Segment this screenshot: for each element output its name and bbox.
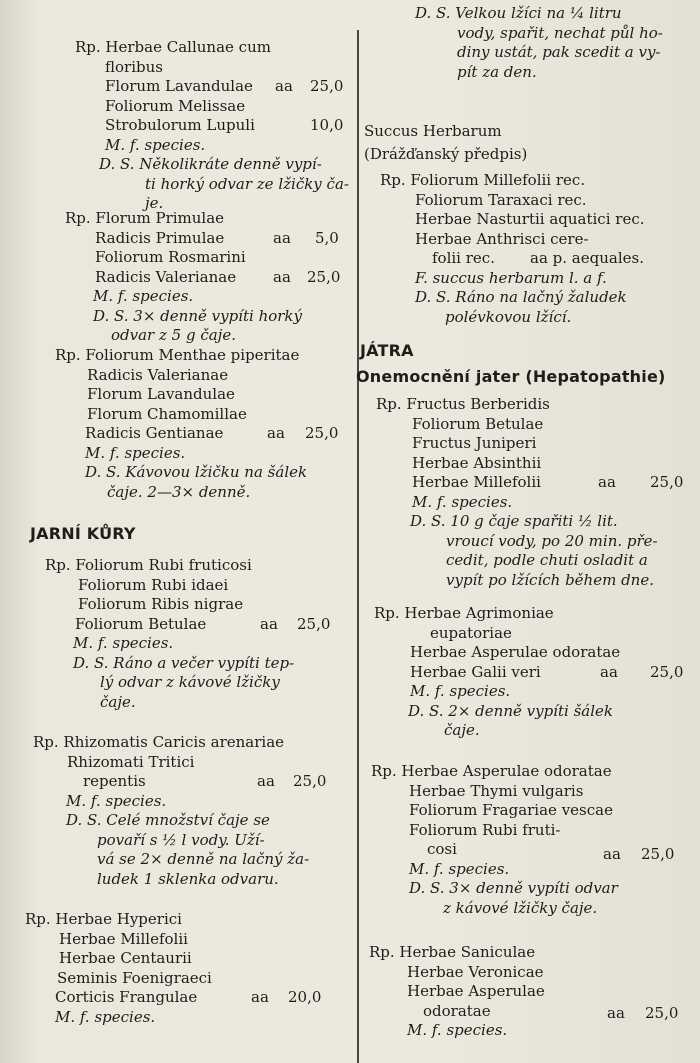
qty-aa: aa (251, 988, 269, 1006)
recipe-line: Strobulorum Lupuli 10,0 (105, 116, 344, 134)
recipe-ds: diny ustát, pak scedit a vy- (457, 43, 661, 61)
recipe-ds: povaří s ½ l vody. Uží- (97, 830, 265, 849)
recipe-ds: D. S. Ráno na lačný žaludek (415, 288, 627, 306)
succus-title: Succus Herbarum (364, 122, 502, 140)
recipe-succus (380, 171, 700, 327)
recipe-line: Herbae Asperulae (407, 982, 545, 1000)
qty-aa: aa (607, 1003, 625, 1022)
recipe-line: odoratae aa 25,0 (423, 1001, 679, 1022)
recipe-continued-ds (415, 4, 700, 82)
recipe-line: Florum Lavandulae (87, 385, 235, 403)
recipe-line: Foliorum Fragariae vescae (409, 801, 613, 819)
recipe-line: cosi aa 25,0 (427, 840, 675, 863)
recipe-line: Rp. Herbae Saniculae (369, 943, 536, 961)
recipe-line: Rp. Herbae Callunae cum (75, 38, 271, 56)
qty-value: 25,0 (650, 473, 684, 491)
recipe-ds: pít za den. (457, 62, 537, 81)
qty-value: 10,0 (310, 116, 344, 134)
qty-aa: aa (603, 845, 621, 863)
qty-aa: aa (273, 228, 291, 247)
recipe-ds: D. S. 3× denně vypíti odvar (409, 879, 618, 897)
recipe-ds: odvar z 5 g čaje. (111, 326, 236, 344)
recipe-line: Rhizomati Tritici (67, 752, 195, 771)
qty-aa: aa p. aequales. (530, 249, 644, 267)
recipe-line: Rp. Foliorum Millefolii rec. (380, 171, 586, 189)
recipe-f: F. succus herbarum l. a f. (415, 268, 607, 287)
recipe-line: Fructus Juniperi (412, 434, 537, 452)
recipe-line: repentis aa 25,0 (83, 772, 327, 790)
recipe-line: Herbae Centaurii (59, 949, 192, 967)
recipe-ds: vroucí vody, po 20 min. pře- (446, 531, 658, 550)
recipe-carex (33, 733, 345, 889)
recipe-berberis (376, 395, 700, 590)
recipe-line: Florum Chamomillae (87, 404, 247, 423)
recipe-ds: D. S. Celé množství čaje se (66, 811, 270, 829)
recipe-line: Foliorum Ribis nigrae (78, 595, 244, 613)
recipe-ds: cedit, podle chuti osladit a (446, 551, 648, 569)
recipe-ds: vá se 2× denně na lačný ža- (97, 850, 310, 868)
recipe-ds: D. S. 2× denně vypíti šálek (408, 701, 613, 720)
recipe-line: Radicis Valerianae (87, 365, 229, 384)
recipe-mf: M. f. species. (407, 1021, 508, 1039)
recipe-mf: M. f. species. (410, 682, 511, 700)
recipe-mf: M. f. species. (409, 859, 510, 878)
recipe-ds: čaje. (444, 721, 480, 739)
recipe-line: Herbae Veronicae (407, 962, 544, 981)
recipe-line: Herbae Galii veri aa 25,0 (410, 662, 684, 681)
recipe-mf: M. f. species. (93, 287, 194, 305)
recipe-heather (75, 38, 349, 214)
recipe-mf: M. f. species. (85, 443, 186, 462)
qty-value: 25,0 (641, 845, 675, 863)
recipe-mf: M. f. species. (412, 492, 513, 511)
recipe-mf: M. f. species. (73, 634, 174, 652)
recipe-mint (55, 346, 345, 502)
recipe-mf: M. f. species. (55, 1007, 156, 1026)
recipe-line: Herbae Absinthii (412, 453, 542, 472)
recipe-line: Rp. Herbae Asperulae odoratae (371, 762, 612, 780)
recipe-line: Rp. Foliorum Menthae piperitae (55, 346, 300, 364)
qty-value: 25,0 (650, 662, 684, 681)
recipe-line: Herbae Asperulae odoratae (410, 643, 621, 661)
recipe-rubus (45, 556, 345, 712)
subheading-liver-diseases: Onemocnění jater (Hepatopathie) (356, 367, 666, 386)
qty-value: 25,0 (305, 424, 339, 442)
recipe-line: Herbae Millefolii (59, 929, 188, 948)
recipe-line: Seminis Foenigraeci (57, 968, 212, 987)
recipe-sanicula (369, 943, 700, 1041)
recipe-line: Herbae Millefolii aa 25,0 (412, 473, 684, 491)
recipe-ds: lý odvar z kávové lžičky (100, 673, 280, 691)
recipe-line: Foliorum Rubi fruti- (409, 820, 561, 839)
recipe-line: eupatoriae (430, 623, 512, 642)
recipe-line: Rp. Fructus Berberidis (376, 395, 550, 413)
recipe-ds: D. S. 3× denně vypíti horký (93, 306, 302, 325)
section-heading-liver: JÁTRA (360, 341, 414, 360)
recipe-line: Rp. Herbae Hyperici (25, 910, 182, 928)
qty-value: 25,0 (307, 267, 341, 286)
qty-value: 25,0 (293, 772, 327, 790)
recipe-ds: D. S. Velkou lžíci na ¼ litru (415, 4, 622, 22)
qty-aa: aa (275, 77, 293, 95)
recipe-ds: D. S. Několikráte denně vypí- (99, 155, 322, 173)
recipe-agrimonia (374, 604, 700, 741)
recipe-line: Foliorum Betulae aa 25,0 (75, 614, 331, 633)
recipe-ds: vody, spařit, nechat půl ho- (457, 23, 663, 42)
recipe-line: Herbae Thymi vulgaris (409, 781, 584, 800)
recipe-ds: ti horký odvar ze lžičky ča- (145, 174, 349, 193)
recipe-line: Radicis Gentianae aa 25,0 (85, 424, 339, 442)
recipe-ds: D. S. Kávovou lžičku na šálek (85, 463, 308, 481)
recipe-line: Corticis Frangulae aa 20,0 (55, 988, 322, 1006)
column-divider (357, 30, 359, 1063)
qty-value: 20,0 (288, 988, 322, 1006)
qty-aa: aa (600, 662, 618, 681)
recipe-line: Florum Lavandulae aa 25,0 (105, 77, 344, 95)
recipe-asperula (371, 762, 700, 918)
recipe-ds: polévkovou lžící. (445, 307, 572, 326)
recipe-ds: čaje. (100, 692, 136, 711)
recipe-line: Rp. Florum Primulae (65, 209, 225, 227)
recipe-ds: je. (145, 194, 164, 212)
qty-aa: aa (598, 473, 616, 491)
recipe-line: Radicis Primulae aa 5,0 (95, 228, 339, 247)
section-heading-spring-cures: JARNÍ KŮRY (30, 524, 136, 543)
recipe-ds: D. S. Ráno a večer vypíti tep- (73, 653, 295, 672)
qty-aa: aa (260, 614, 278, 633)
recipe-mf: M. f. species. (105, 135, 206, 154)
qty-value: 25,0 (297, 614, 331, 633)
recipe-line: Radicis Valerianae aa 25,0 (95, 267, 341, 286)
recipe-line: Rp. Rhizomatis Caricis arenariae (33, 733, 285, 751)
recipe-ds: čaje. 2—3× denně. (107, 482, 251, 501)
qty-aa: aa (273, 267, 291, 286)
qty-value: 25,0 (645, 1003, 679, 1022)
recipe-ds: vypít po lžících během dne. (446, 570, 654, 589)
recipe-line: Herbae Nasturtii aquatici rec. (415, 210, 645, 228)
recipe-ds: D. S. 10 g čaje spařiti ½ lit. (410, 512, 618, 530)
recipe-ds: z kávové lžičky čaje. (443, 898, 598, 917)
qty-value: 5,0 (315, 228, 339, 247)
recipe-line: floribus (105, 57, 163, 76)
recipe-hypericum (25, 910, 345, 1027)
recipe-ds: ludek 1 sklenka odvaru. (97, 869, 279, 888)
qty-aa: aa (257, 772, 275, 790)
recipe-primula (65, 209, 345, 346)
recipe-mf: M. f. species. (66, 791, 167, 810)
recipe-line: Foliorum Taraxaci rec. (415, 190, 587, 209)
recipe-line: Foliorum Rubi idaei (78, 575, 229, 594)
succus-subtitle: (Drážďanský předpis) (364, 145, 528, 163)
recipe-line: Foliorum Melissae (105, 96, 246, 115)
recipe-line: Rp. Herbae Agrimoniae (374, 604, 554, 622)
qty-aa: aa (267, 424, 285, 442)
recipe-line: Rp. Foliorum Rubi fruticosi (45, 556, 252, 574)
recipe-line: Herbae Anthrisci cere- (415, 229, 589, 248)
qty-value: 25,0 (310, 77, 344, 95)
recipe-line: Foliorum Betulae (412, 414, 544, 433)
recipe-line: Foliorum Rosmarini (95, 248, 246, 266)
recipe-line: folii rec. aa p. aequales. (432, 249, 644, 267)
